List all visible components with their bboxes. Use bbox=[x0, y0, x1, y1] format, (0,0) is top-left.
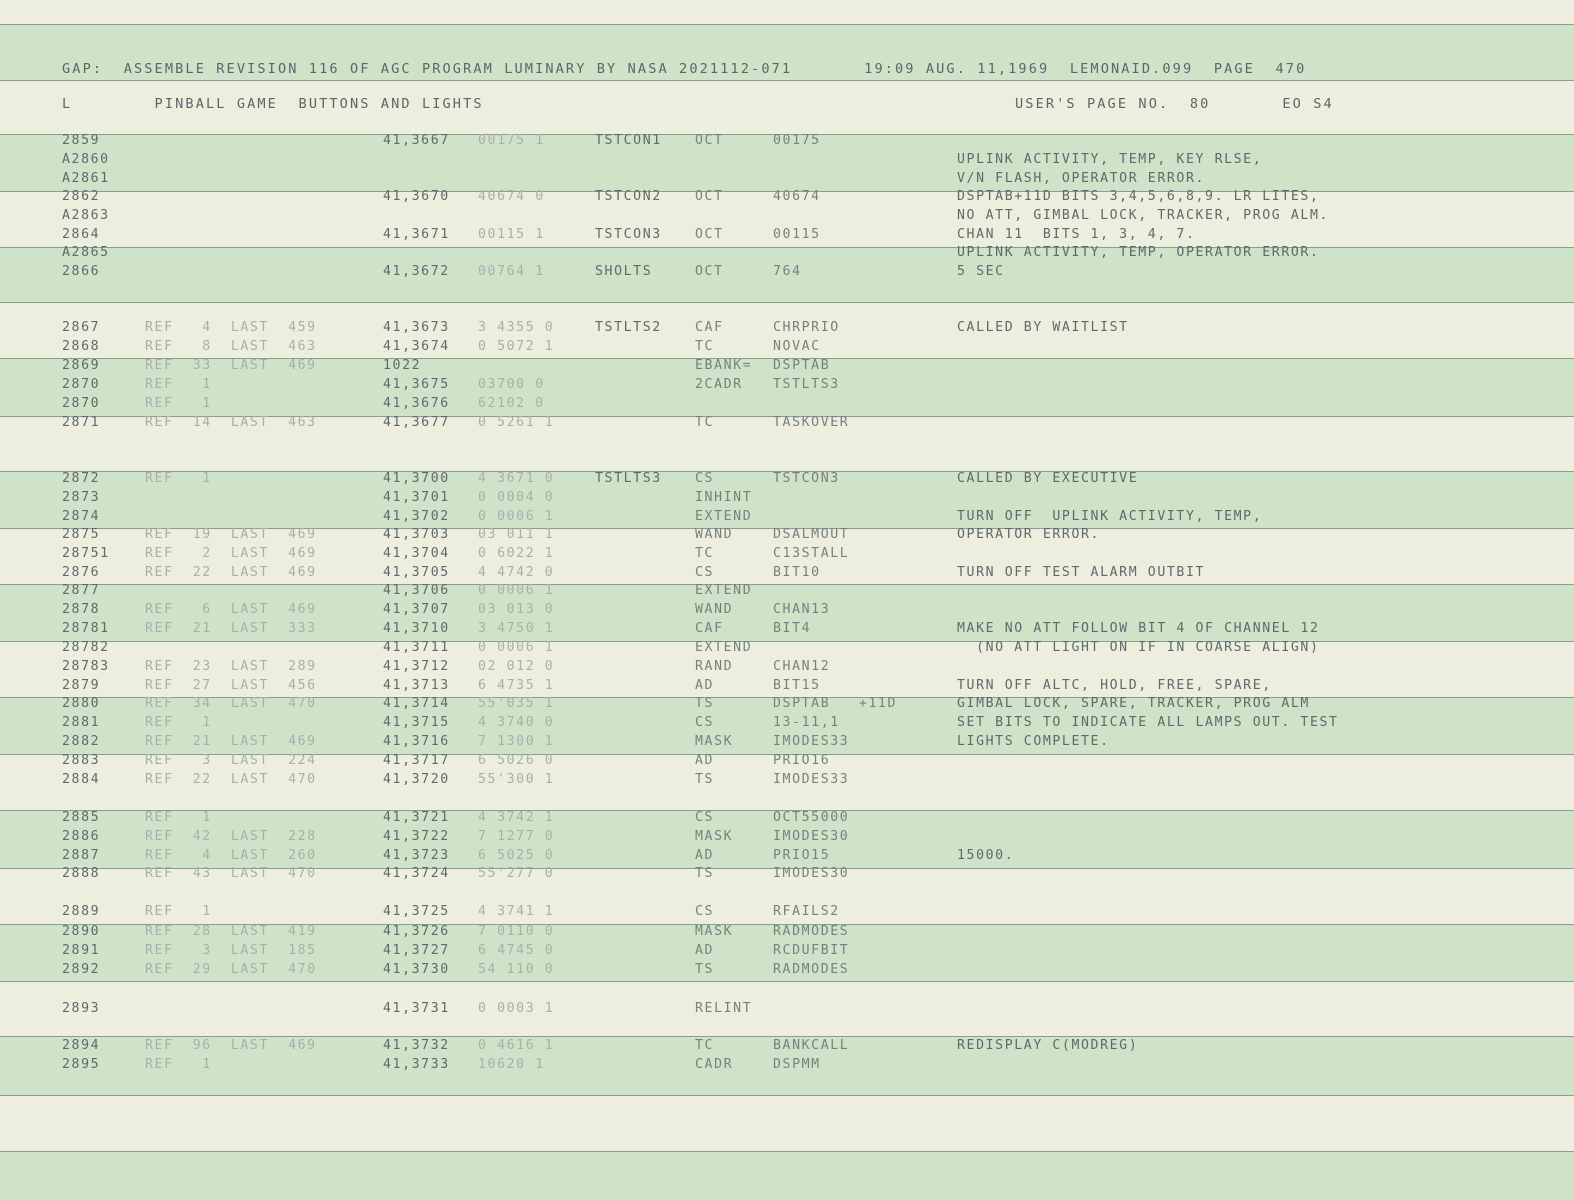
operand: BANKCALL bbox=[773, 1038, 850, 1053]
opcode: TS bbox=[695, 772, 715, 787]
reference-info: REF 27 LAST 456 bbox=[145, 678, 317, 693]
operand: 00115 bbox=[773, 227, 821, 242]
octal-word: 0 0006 1 bbox=[478, 640, 555, 655]
opcode: OCT bbox=[695, 189, 724, 204]
octal-word: 0 5072 1 bbox=[478, 339, 555, 354]
line-number: 2862 bbox=[62, 189, 101, 204]
line-number: 28781 bbox=[62, 621, 110, 636]
paper-band bbox=[0, 1152, 1574, 1200]
operand: CHAN12 bbox=[773, 659, 831, 674]
octal-word: 54 110 0 bbox=[478, 962, 555, 977]
octal-word: 0 0006 1 bbox=[478, 509, 555, 524]
opcode: EXTEND bbox=[695, 583, 753, 598]
opcode: MASK bbox=[695, 829, 734, 844]
line-number: 2866 bbox=[62, 264, 101, 279]
opcode: OCT bbox=[695, 264, 724, 279]
memory-location: 41,3677 bbox=[383, 415, 450, 430]
line-number: 2886 bbox=[62, 829, 101, 844]
reference-info: REF 29 LAST 470 bbox=[145, 962, 317, 977]
rule-line bbox=[0, 80, 1574, 81]
assembly-header: GAP: ASSEMBLE REVISION 116 OF AGC PROGRAM LUMINARY BY NASA 2021112-071 19:09 AUG. 11,1969 LEMONAID.099 PAGE 470 bbox=[62, 61, 1307, 77]
comment-text: 15000. bbox=[957, 848, 1015, 863]
memory-location: 41,3672 bbox=[383, 264, 450, 279]
octal-word: 03700 0 bbox=[478, 377, 545, 392]
operand: IMODES33 bbox=[773, 734, 850, 749]
comment-text: TURN OFF UPLINK ACTIVITY, TEMP, bbox=[957, 509, 1263, 524]
symbol-label: TSTLTS2 bbox=[595, 320, 662, 335]
comment-text: CALLED BY WAITLIST bbox=[957, 320, 1129, 335]
comment-text: 5 SEC bbox=[957, 264, 1005, 279]
memory-location: 41,3716 bbox=[383, 734, 450, 749]
memory-location: 41,3705 bbox=[383, 565, 450, 580]
opcode: AD bbox=[695, 848, 715, 863]
octal-word: 55'035 1 bbox=[478, 696, 555, 711]
opcode: OCT bbox=[695, 133, 724, 148]
line-number: 28783 bbox=[62, 659, 110, 674]
line-number: 2880 bbox=[62, 696, 101, 711]
reference-info: REF 22 LAST 470 bbox=[145, 772, 317, 787]
symbol-label: SHOLTS bbox=[595, 264, 653, 279]
reference-info: REF 19 LAST 469 bbox=[145, 527, 317, 542]
reference-info: REF 43 LAST 470 bbox=[145, 866, 317, 881]
operand: IMODES30 bbox=[773, 866, 850, 881]
octal-word: 0 5261 1 bbox=[478, 415, 555, 430]
opcode: CS bbox=[695, 810, 715, 825]
reference-info: REF 1 bbox=[145, 715, 212, 730]
operand: DSPMM bbox=[773, 1057, 821, 1072]
memory-location: 41,3704 bbox=[383, 546, 450, 561]
line-number: 2864 bbox=[62, 227, 101, 242]
line-number: 2873 bbox=[62, 490, 101, 505]
reference-info: REF 6 LAST 469 bbox=[145, 602, 317, 617]
reference-info: REF 42 LAST 228 bbox=[145, 829, 317, 844]
line-number: 2882 bbox=[62, 734, 101, 749]
line-number: 2870 bbox=[62, 396, 101, 411]
opcode: AD bbox=[695, 753, 715, 768]
comment-text: GIMBAL LOCK, SPARE, TRACKER, PROG ALM bbox=[957, 696, 1310, 711]
octal-word: 7 1277 0 bbox=[478, 829, 555, 844]
line-number: 2874 bbox=[62, 509, 101, 524]
octal-word: 0 0006 1 bbox=[478, 583, 555, 598]
operand: DSPTAB bbox=[773, 358, 831, 373]
octal-word: 4 3742 1 bbox=[478, 810, 555, 825]
line-number: 2889 bbox=[62, 904, 101, 919]
operand: TSTCON3 bbox=[773, 471, 840, 486]
operand: IMODES33 bbox=[773, 772, 850, 787]
operand: 00175 bbox=[773, 133, 821, 148]
rule-line bbox=[0, 24, 1574, 25]
octal-word: 7 0110 0 bbox=[478, 924, 555, 939]
reference-info: REF 3 LAST 224 bbox=[145, 753, 317, 768]
line-number: 2894 bbox=[62, 1038, 101, 1053]
comment-text: LIGHTS COMPLETE. bbox=[957, 734, 1110, 749]
memory-location: 41,3712 bbox=[383, 659, 450, 674]
line-number: 2876 bbox=[62, 565, 101, 580]
memory-location: 41,3727 bbox=[383, 943, 450, 958]
octal-word: 02 012 0 bbox=[478, 659, 555, 674]
opcode: CAF bbox=[695, 320, 724, 335]
operand: CHRPRIO bbox=[773, 320, 840, 335]
operand: PRIO15 bbox=[773, 848, 831, 863]
comment-text: UPLINK ACTIVITY, TEMP, KEY RLSE, bbox=[957, 152, 1263, 167]
comment-text: UPLINK ACTIVITY, TEMP, OPERATOR ERROR. bbox=[957, 245, 1320, 260]
memory-location: 41,3722 bbox=[383, 829, 450, 844]
line-number: 2887 bbox=[62, 848, 101, 863]
operand: PRIO16 bbox=[773, 753, 831, 768]
comment-text: SET BITS TO INDICATE ALL LAMPS OUT. TEST bbox=[957, 715, 1339, 730]
memory-location: 41,3714 bbox=[383, 696, 450, 711]
opcode: CS bbox=[695, 904, 715, 919]
memory-location: 41,3676 bbox=[383, 396, 450, 411]
comment-text: V/N FLASH, OPERATOR ERROR. bbox=[957, 171, 1206, 186]
reference-info: REF 21 LAST 333 bbox=[145, 621, 317, 636]
operand: TASKOVER bbox=[773, 415, 850, 430]
line-number: 2869 bbox=[62, 358, 101, 373]
line-number: 2888 bbox=[62, 866, 101, 881]
comment-text: REDISPLAY C(MODREG) bbox=[957, 1038, 1139, 1053]
opcode: TS bbox=[695, 696, 715, 711]
memory-location: 41,3674 bbox=[383, 339, 450, 354]
reference-info: REF 4 LAST 260 bbox=[145, 848, 317, 863]
operand: RADMODES bbox=[773, 962, 850, 977]
reference-info: REF 33 LAST 469 bbox=[145, 358, 317, 373]
line-number: 2867 bbox=[62, 320, 101, 335]
octal-word: 0 6022 1 bbox=[478, 546, 555, 561]
symbol-label: TSTCON3 bbox=[595, 227, 662, 242]
opcode: CS bbox=[695, 715, 715, 730]
line-number: A2860 bbox=[62, 152, 110, 167]
symbol-label: TSTCON2 bbox=[595, 189, 662, 204]
line-number: 2877 bbox=[62, 583, 101, 598]
line-number: 28782 bbox=[62, 640, 110, 655]
octal-word: 4 3740 0 bbox=[478, 715, 555, 730]
line-number: 2890 bbox=[62, 924, 101, 939]
comment-text: NO ATT, GIMBAL LOCK, TRACKER, PROG ALM. bbox=[957, 208, 1330, 223]
memory-location: 41,3706 bbox=[383, 583, 450, 598]
line-number: 2870 bbox=[62, 377, 101, 392]
comment-text: OPERATOR ERROR. bbox=[957, 527, 1101, 542]
comment-text: TURN OFF TEST ALARM OUTBIT bbox=[957, 565, 1206, 580]
memory-location: 41,3711 bbox=[383, 640, 450, 655]
octal-word: 00764 1 bbox=[478, 264, 545, 279]
opcode: TC bbox=[695, 415, 715, 430]
operand: BIT4 bbox=[773, 621, 812, 636]
reference-info: REF 3 LAST 185 bbox=[145, 943, 317, 958]
memory-location: 41,3670 bbox=[383, 189, 450, 204]
line-number: 28751 bbox=[62, 546, 110, 561]
reference-info: REF 21 LAST 469 bbox=[145, 734, 317, 749]
octal-word: 40674 0 bbox=[478, 189, 545, 204]
octal-word: 6 5025 0 bbox=[478, 848, 555, 863]
opcode: EXTEND bbox=[695, 640, 753, 655]
octal-word: 0 4616 1 bbox=[478, 1038, 555, 1053]
operand: DSALMOUT bbox=[773, 527, 850, 542]
reference-info: REF 23 LAST 289 bbox=[145, 659, 317, 674]
octal-word: 55'300 1 bbox=[478, 772, 555, 787]
octal-word: 4 4742 0 bbox=[478, 565, 555, 580]
memory-location: 41,3730 bbox=[383, 962, 450, 977]
rule-line bbox=[0, 1151, 1574, 1152]
memory-location: 41,3675 bbox=[383, 377, 450, 392]
memory-location: 41,3702 bbox=[383, 509, 450, 524]
memory-location: 41,3707 bbox=[383, 602, 450, 617]
line-number: A2863 bbox=[62, 208, 110, 223]
reference-info: REF 1 bbox=[145, 1057, 212, 1072]
operand: RFAILS2 bbox=[773, 904, 840, 919]
memory-location: 41,3733 bbox=[383, 1057, 450, 1072]
rule-line bbox=[0, 1036, 1574, 1037]
operand: CHAN13 bbox=[773, 602, 831, 617]
memory-location: 41,3724 bbox=[383, 866, 450, 881]
opcode: AD bbox=[695, 943, 715, 958]
octal-word: 4 3741 1 bbox=[478, 904, 555, 919]
rule-line bbox=[0, 247, 1574, 248]
user-page-number: USER'S PAGE NO. 80 EO S4 bbox=[1015, 96, 1334, 112]
line-number: 2885 bbox=[62, 810, 101, 825]
comment-text: CALLED BY EXECUTIVE bbox=[957, 471, 1139, 486]
octal-word: 55'277 0 bbox=[478, 866, 555, 881]
opcode: TC bbox=[695, 339, 715, 354]
memory-location: 41,3721 bbox=[383, 810, 450, 825]
opcode: TS bbox=[695, 962, 715, 977]
memory-location: 1022 bbox=[383, 358, 422, 373]
operand: BIT10 bbox=[773, 565, 821, 580]
line-number: 2893 bbox=[62, 1001, 101, 1016]
operand: 40674 bbox=[773, 189, 821, 204]
operand: OCT55000 bbox=[773, 810, 850, 825]
rule-line bbox=[0, 1095, 1574, 1096]
line-number: 2881 bbox=[62, 715, 101, 730]
symbol-label: TSTCON1 bbox=[595, 133, 662, 148]
memory-location: 41,3731 bbox=[383, 1001, 450, 1016]
memory-location: 41,3713 bbox=[383, 678, 450, 693]
octal-word: 6 4735 1 bbox=[478, 678, 555, 693]
memory-location: 41,3723 bbox=[383, 848, 450, 863]
memory-location: 41,3717 bbox=[383, 753, 450, 768]
symbol-label: TSTLTS3 bbox=[595, 471, 662, 486]
line-number: 2872 bbox=[62, 471, 101, 486]
line-number: 2895 bbox=[62, 1057, 101, 1072]
memory-location: 41,3732 bbox=[383, 1038, 450, 1053]
comment-text: CHAN 11 BITS 1, 3, 4, 7. bbox=[957, 227, 1196, 242]
comment-text: TURN OFF ALTC, HOLD, FREE, SPARE, bbox=[957, 678, 1272, 693]
octal-word: 3 4750 1 bbox=[478, 621, 555, 636]
reference-info: REF 8 LAST 463 bbox=[145, 339, 317, 354]
octal-word: 00115 1 bbox=[478, 227, 545, 242]
operand: IMODES30 bbox=[773, 829, 850, 844]
comment-text: MAKE NO ATT FOLLOW BIT 4 OF CHANNEL 12 bbox=[957, 621, 1320, 636]
opcode: EBANK= bbox=[695, 358, 753, 373]
rule-line bbox=[0, 302, 1574, 303]
line-number: 2891 bbox=[62, 943, 101, 958]
reference-info: REF 14 LAST 463 bbox=[145, 415, 317, 430]
reference-info: REF 1 bbox=[145, 904, 212, 919]
octal-word: 0 0003 1 bbox=[478, 1001, 555, 1016]
reference-info: REF 1 bbox=[145, 377, 212, 392]
operand: RCDUFBIT bbox=[773, 943, 850, 958]
line-number: 2868 bbox=[62, 339, 101, 354]
rule-line bbox=[0, 584, 1574, 585]
octal-word: 00175 1 bbox=[478, 133, 545, 148]
opcode: MASK bbox=[695, 734, 734, 749]
opcode: TC bbox=[695, 546, 715, 561]
line-number: 2875 bbox=[62, 527, 101, 542]
line-number: 2871 bbox=[62, 415, 101, 430]
opcode: WAND bbox=[695, 602, 734, 617]
memory-location: 41,3667 bbox=[383, 133, 450, 148]
octal-word: 7 1300 1 bbox=[478, 734, 555, 749]
memory-location: 41,3671 bbox=[383, 227, 450, 242]
reference-info: REF 2 LAST 469 bbox=[145, 546, 317, 561]
operand: NOVAC bbox=[773, 339, 821, 354]
opcode: CADR bbox=[695, 1057, 734, 1072]
opcode: CAF bbox=[695, 621, 724, 636]
octal-word: 0 0004 0 bbox=[478, 490, 555, 505]
reference-info: REF 96 LAST 469 bbox=[145, 1038, 317, 1053]
opcode: AD bbox=[695, 678, 715, 693]
opcode: INHINT bbox=[695, 490, 753, 505]
line-number: 2878 bbox=[62, 602, 101, 617]
comment-text: (NO ATT LIGHT ON IF IN COARSE ALIGN) bbox=[957, 640, 1320, 655]
reference-info: REF 28 LAST 419 bbox=[145, 924, 317, 939]
operand: 764 bbox=[773, 264, 802, 279]
line-number: 2859 bbox=[62, 133, 101, 148]
comment-text: DSPTAB+11D BITS 3,4,5,6,8,9. LR LITES, bbox=[957, 189, 1320, 204]
opcode: CS bbox=[695, 565, 715, 580]
memory-location: 41,3715 bbox=[383, 715, 450, 730]
opcode: TS bbox=[695, 866, 715, 881]
opcode: RELINT bbox=[695, 1001, 753, 1016]
opcode: WAND bbox=[695, 527, 734, 542]
octal-word: 4 3671 0 bbox=[478, 471, 555, 486]
opcode: MASK bbox=[695, 924, 734, 939]
octal-word: 3 4355 0 bbox=[478, 320, 555, 335]
octal-word: 62102 0 bbox=[478, 396, 545, 411]
memory-location: 41,3726 bbox=[383, 924, 450, 939]
line-number: 2883 bbox=[62, 753, 101, 768]
reference-info: REF 1 bbox=[145, 471, 212, 486]
memory-location: 41,3710 bbox=[383, 621, 450, 636]
reference-info: REF 34 LAST 470 bbox=[145, 696, 317, 711]
octal-word: 03 013 0 bbox=[478, 602, 555, 617]
operand: DSPTAB +11D bbox=[773, 696, 898, 711]
opcode: CS bbox=[695, 471, 715, 486]
memory-location: 41,3673 bbox=[383, 320, 450, 335]
opcode: 2CADR bbox=[695, 377, 743, 392]
reference-info: REF 4 LAST 459 bbox=[145, 320, 317, 335]
opcode: RAND bbox=[695, 659, 734, 674]
reference-info: REF 1 bbox=[145, 396, 212, 411]
reference-info: REF 1 bbox=[145, 810, 212, 825]
memory-location: 41,3720 bbox=[383, 772, 450, 787]
section-title: L PINBALL GAME BUTTONS AND LIGHTS bbox=[62, 96, 484, 112]
memory-location: 41,3703 bbox=[383, 527, 450, 542]
line-number: 2879 bbox=[62, 678, 101, 693]
memory-location: 41,3725 bbox=[383, 904, 450, 919]
memory-location: 41,3700 bbox=[383, 471, 450, 486]
rule-line bbox=[0, 981, 1574, 982]
operand: C13STALL bbox=[773, 546, 850, 561]
opcode: EXTEND bbox=[695, 509, 753, 524]
rule-line bbox=[0, 641, 1574, 642]
line-number: 2892 bbox=[62, 962, 101, 977]
line-number: 2884 bbox=[62, 772, 101, 787]
operand: 13-11,1 bbox=[773, 715, 840, 730]
operand: TSTLTS3 bbox=[773, 377, 840, 392]
operand: BIT15 bbox=[773, 678, 821, 693]
reference-info: REF 22 LAST 469 bbox=[145, 565, 317, 580]
opcode: OCT bbox=[695, 227, 724, 242]
opcode: TC bbox=[695, 1038, 715, 1053]
octal-word: 10620 1 bbox=[478, 1057, 545, 1072]
line-number: A2865 bbox=[62, 245, 110, 260]
octal-word: 6 4745 0 bbox=[478, 943, 555, 958]
octal-word: 03 011 1 bbox=[478, 527, 555, 542]
operand: RADMODES bbox=[773, 924, 850, 939]
line-number: A2861 bbox=[62, 171, 110, 186]
octal-word: 6 5026 0 bbox=[478, 753, 555, 768]
memory-location: 41,3701 bbox=[383, 490, 450, 505]
